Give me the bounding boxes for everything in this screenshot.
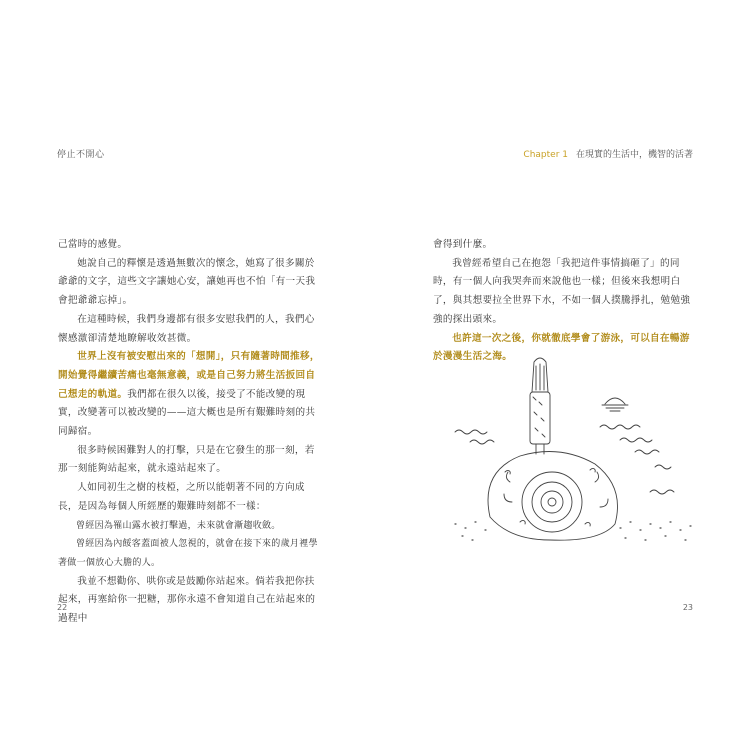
paragraph <box>58 255 322 311</box>
running-header-left: 停止不開心 <box>57 150 105 160</box>
text-run: 人如同初生之樹的枝椏，之所以能朝著不同的方向成長，是因為每個人所經歷的艱難時刻都不一樣： <box>58 482 305 512</box>
text-run: 我並不想勸你、哄你或是鼓勵你站起來。倘若我把你扶起來，再塞給你一把糖，那你永遠不會知道自己在站起來的過程中 <box>58 575 316 625</box>
text-run: 會得到什麼。 <box>433 239 493 250</box>
standing-figure-icon <box>530 358 550 454</box>
paragraph <box>58 442 322 479</box>
text-run: 我們都在很久以後，接受了不能改變的現實，改變著可以被改變的——這大概也是所有艱難時刻的共同歸宿。 <box>58 388 316 438</box>
text-run: 在這種時候，我們身邊都有很多安慰我們的人，我們心懷感激卻清楚地瞭解收效甚微。 <box>58 313 315 344</box>
setting-sun-icon <box>602 398 628 411</box>
paragraph <box>58 479 322 516</box>
text-run: 她說自己的釋懷是透過無數次的懷念，她寫了很多關於爺爺的文字，這些文字讓她心安，讓她再也不怕「有一天我會把爺爺忘掉」。 <box>58 257 316 307</box>
text-run: 己當時的感覺。 <box>58 239 128 250</box>
waves-icon <box>455 425 674 494</box>
page-number-left: 22 <box>57 603 68 612</box>
chapter-title: 在現實的生活中，機智的活著 <box>575 150 693 160</box>
right-body-text <box>433 236 695 367</box>
highlighted-text: 也許這一次之後，你就徹底學會了游泳，可以自在暢游於漫漫生活之海。 <box>433 332 690 363</box>
paragraph <box>58 236 322 255</box>
highlighted-text: 世界上沒有被安慰出來的「想開」，只有隨著時間推移，開始覺得繼續苦痛也毫無意義，或是自己努力將生活扳回自己想走的軌道。 <box>58 351 320 400</box>
paragraph <box>433 236 695 255</box>
page-number-right: 23 <box>682 603 693 612</box>
snail-shell-figure-illustration <box>450 352 700 547</box>
paragraph <box>58 517 322 536</box>
ground-texture <box>455 522 691 540</box>
text-run: 很多時候困難對人的打擊，只是在它發生的那一刻，若那一刻能夠站起來，就永遠站起來了。 <box>58 444 315 475</box>
text-run: 曾經因為內餒客蓋面被人忽視的，就會在接下來的歲月裡學著做一個放心大膽的人。 <box>58 539 318 568</box>
text-run: 我曾經希望自己在抱怨「我把這件事情搞砸了」的同時，有一個人向我哭奔而來說他也一樣；但後來我想明白了，與其想要拉全世界下水，不如一個人撲騰掙扎，勉勉強強的探出頭來。 <box>433 257 691 325</box>
running-header-right <box>523 147 693 160</box>
paragraph <box>433 255 695 330</box>
chapter-label: Chapter 1 <box>523 150 568 160</box>
paragraph <box>58 348 322 442</box>
paragraph <box>58 573 322 629</box>
paragraph <box>58 311 322 348</box>
paragraph <box>58 535 322 572</box>
snail-shell-icon <box>488 452 618 541</box>
left-body-text <box>58 236 322 629</box>
text-run: 曾經因為罹山露水被打擊過，未來就會漸趨收斂。 <box>76 520 281 531</box>
